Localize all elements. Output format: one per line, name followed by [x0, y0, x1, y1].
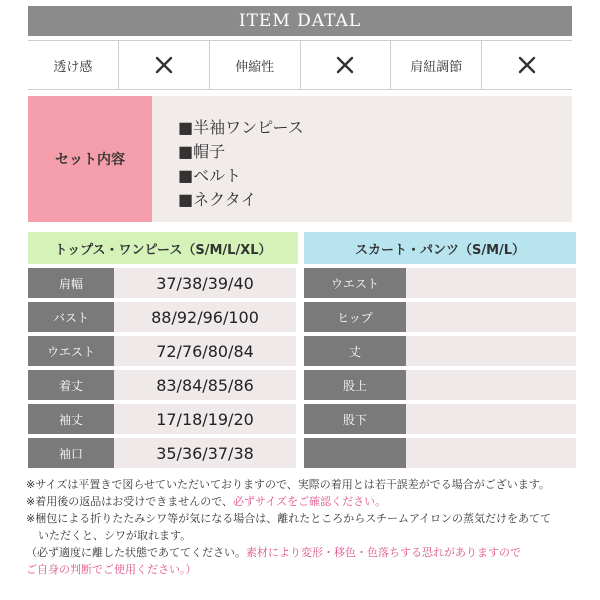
row-label: 股下 [304, 404, 406, 434]
row-value [406, 438, 576, 468]
note-highlight: 必ずサイズをご確認ください。 [233, 495, 387, 508]
table-row [28, 438, 296, 468]
note-line [26, 544, 586, 561]
row-label: 袖口 [28, 438, 114, 468]
row-value [406, 268, 576, 298]
row-value: 37/38/39/40 [114, 268, 296, 298]
row-label: バスト [28, 302, 114, 332]
table-row [304, 336, 576, 366]
table-row [28, 336, 296, 366]
set-item: ■ベルト [178, 166, 242, 185]
table-row [304, 370, 576, 400]
note-line: ※梱包による折りたたみシワ等が気になる場合は、離れたところからスチームアイロンの蒸気だけをあてて [26, 512, 552, 525]
row-label: 肩幅 [28, 268, 114, 298]
row-value: 35/36/37/38 [114, 438, 296, 468]
row-label: 丈 [304, 336, 406, 366]
row-label: 袖丈 [28, 404, 114, 434]
set-contents-label: セット内容 [28, 96, 152, 222]
row-value: 17/18/19/20 [114, 404, 296, 434]
cross-icon [119, 41, 209, 89]
note-line: ※サイズは平置きで図らせていただいておりますので、実際の着用とは若干誤差がでる場合がございます。 [26, 478, 550, 491]
row-label: ヒップ [304, 302, 406, 332]
attribute-cell [210, 41, 392, 89]
set-contents [28, 96, 572, 222]
cross-icon [482, 41, 572, 89]
table-row [28, 370, 296, 400]
note-text: （必ず適度に離した状態であててください。 [26, 546, 246, 559]
row-value [406, 404, 576, 434]
note-line: いただくと、シワが取れます。 [38, 529, 192, 542]
attribute-cell [28, 41, 210, 89]
note-line: ご自身の判断でご使用ください。） [26, 563, 197, 576]
note-highlight: 素材により変形・移色・色落ちする恐れがありますので [246, 546, 521, 559]
table-row [304, 268, 576, 298]
table-row [28, 302, 296, 332]
attribute-table [28, 40, 572, 90]
row-value [406, 370, 576, 400]
bottoms-size-header: スカート・パンツ（S/M/L） [304, 232, 576, 264]
cross-icon [301, 41, 391, 89]
set-contents-list [152, 96, 572, 222]
section-title: ITEM DATAL [28, 6, 572, 36]
attribute-label: 透け感 [28, 41, 119, 89]
attribute-label: 肩紐調節 [391, 41, 482, 89]
note-line [26, 493, 586, 510]
row-label: 着丈 [28, 370, 114, 400]
row-value: 72/76/80/84 [114, 336, 296, 366]
notes [26, 476, 586, 578]
row-value: 83/84/85/86 [114, 370, 296, 400]
set-item: ■帽子 [178, 142, 226, 161]
note-text: ※着用後の返品はお受けできませんので、 [26, 495, 233, 508]
attribute-cell [391, 41, 572, 89]
set-item: ■ネクタイ [178, 190, 257, 209]
row-label [304, 438, 406, 468]
row-value [406, 302, 576, 332]
set-item: ■半袖ワンピース [178, 118, 304, 137]
row-value: 88/92/96/100 [114, 302, 296, 332]
tops-size-header: トップス・ワンピース（S/M/L/XL） [28, 232, 298, 264]
row-label: 股上 [304, 370, 406, 400]
table-row [304, 404, 576, 434]
row-label: ウエスト [304, 268, 406, 298]
table-row [304, 438, 576, 468]
row-value [406, 336, 576, 366]
row-label: ウエスト [28, 336, 114, 366]
table-row [28, 404, 296, 434]
table-row [28, 268, 296, 298]
table-row [304, 302, 576, 332]
attribute-label: 伸縮性 [210, 41, 301, 89]
